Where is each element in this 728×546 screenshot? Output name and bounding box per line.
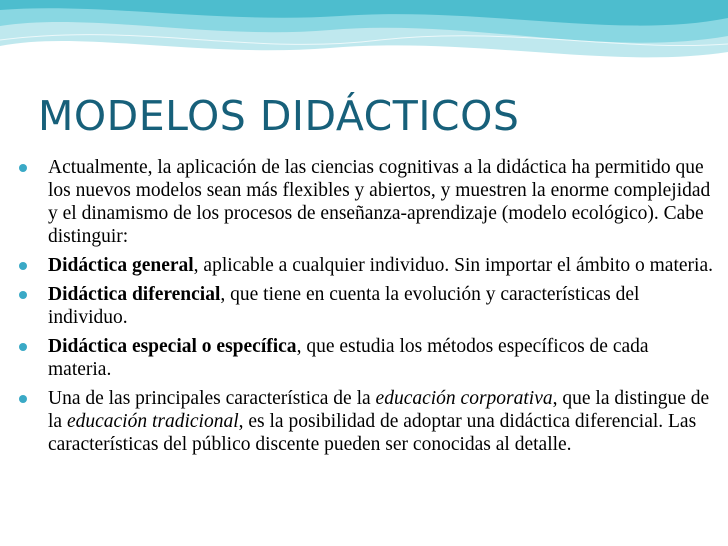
bullet-intro bbox=[14, 156, 714, 248]
wave-decoration bbox=[0, 0, 728, 100]
bullet-didactica-diferencial bbox=[14, 283, 714, 329]
bullet-marker-icon bbox=[19, 395, 27, 403]
bullet-marker-icon bbox=[19, 164, 27, 172]
bullet-didactica-especial-text: , que estudia los métodos específicos de cada materia. bbox=[48, 336, 649, 380]
term-educacion-corporativa: educación corporativa bbox=[375, 388, 553, 409]
bullet-educacion-corporativa bbox=[14, 387, 714, 456]
bullet-intro-text: Actualmente, la aplicación de las ciencias cognitivas a la didáctica ha permitido que los nuevos modelos sean más flexibles y abiertos, y muestren la enorme complejidad y el dinamismo de los procesos de enseñanza-aprendizaje (modelo ecológico). Cabe distinguir: bbox=[48, 157, 711, 247]
bullet-didactica-general-text: , aplicable a cualquier individuo. Sin importar el ámbito o materia. bbox=[193, 255, 713, 276]
bullet-didactica-general bbox=[14, 254, 714, 277]
term-didactica-diferencial: Didáctica diferencial bbox=[48, 284, 221, 305]
slide-title: MODELOS DIDÁCTICOS bbox=[38, 92, 520, 140]
bullet-corporativa-text-2: , que la distingue de la bbox=[48, 388, 710, 432]
bullet-marker-icon bbox=[19, 262, 27, 270]
term-didactica-general: Didáctica general bbox=[48, 255, 194, 276]
term-educacion-tradicional: educación tradicional bbox=[66, 411, 239, 432]
bullet-corporativa-text-1: Una de las principales característica de la bbox=[48, 388, 376, 409]
bullet-corporativa-text-3: , es la posibilidad de adoptar una didáctica diferencial. Las características del público discente pueden ser conocidas al detalle. bbox=[48, 411, 697, 455]
term-didactica-especial: Didáctica especial o específica bbox=[48, 336, 297, 357]
bullet-marker-icon bbox=[19, 343, 27, 351]
bullet-list bbox=[14, 156, 714, 462]
bullet-didactica-diferencial-text: , que tiene en cuenta la evolución y características del individuo. bbox=[48, 284, 640, 328]
bullet-didactica-especial bbox=[14, 335, 714, 381]
bullet-marker-icon bbox=[19, 291, 27, 299]
